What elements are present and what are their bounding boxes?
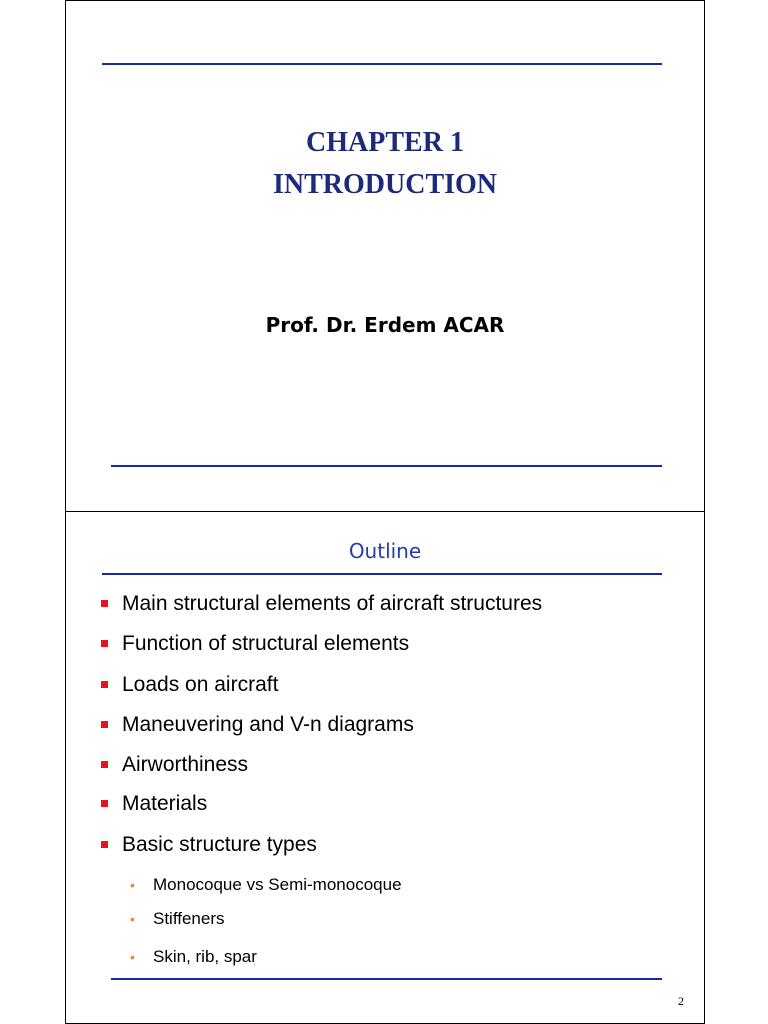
slide-2 <box>65 511 705 1024</box>
chapter-title <box>66 122 704 206</box>
slide-1 <box>65 0 705 512</box>
bottom-divider-line <box>111 978 662 980</box>
author-name: Prof. Dr. Erdem ACAR <box>265 313 505 337</box>
red-square-bullet-icon <box>101 761 108 768</box>
red-square-bullet-icon <box>101 841 108 848</box>
outline-title: Outline <box>348 539 422 563</box>
orange-dot-bullet-icon: • <box>130 877 135 893</box>
red-square-bullet-icon <box>101 681 108 688</box>
chapter-number: CHAPTER 1 <box>306 127 464 158</box>
outline-list: Main structural elements of aircraft structures Function of structural elements Loads on aircraft Maneuvering and V-n diagrams Airworthiness Materials Basic structure types • Monocoque vs Semi-monocoque • Stiffeners • Skin, rib, spar <box>66 512 704 1023</box>
red-square-bullet-icon <box>101 800 108 807</box>
page-number: 2 <box>678 994 684 1008</box>
chapter-name: INTRODUCTION <box>272 169 498 200</box>
red-square-bullet-icon <box>101 600 108 607</box>
red-square-bullet-icon <box>101 721 108 728</box>
orange-dot-bullet-icon: • <box>130 949 135 965</box>
bottom-divider-line <box>111 465 662 467</box>
orange-dot-bullet-icon: • <box>130 911 135 927</box>
top-divider-line <box>102 63 662 65</box>
red-square-bullet-icon <box>101 640 108 647</box>
